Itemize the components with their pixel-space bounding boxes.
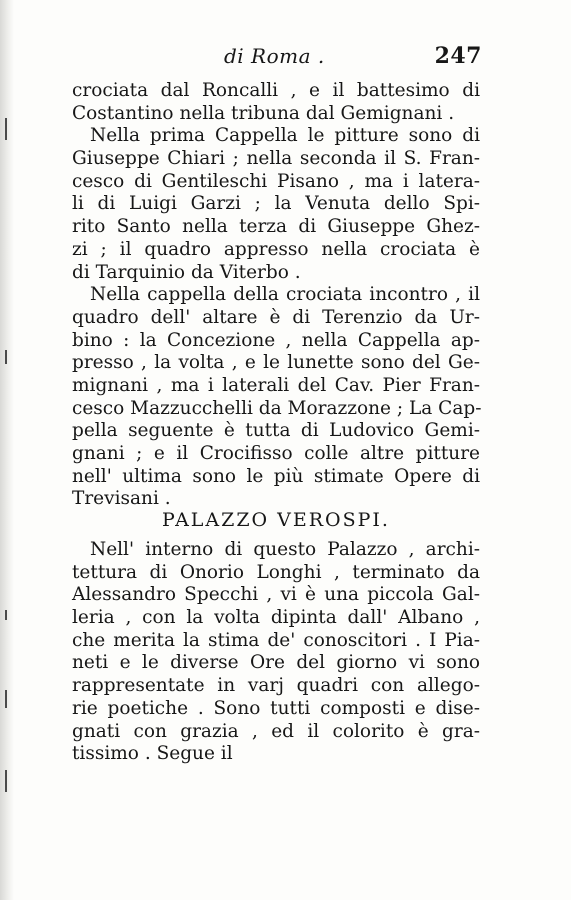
text-line: gnani ; e il Crocifisso colle altre pitture — [72, 443, 480, 464]
gutter-mark — [5, 118, 7, 140]
text-line: tissimo . Segue il — [72, 743, 233, 765]
text-line: rito Santo nella terza di Giuseppe Ghez- — [72, 216, 480, 238]
text-line: presso , la volta , e le lunette sono del Ge- — [72, 352, 480, 374]
text-line: rappresentate in varj quadri con allego- — [72, 675, 480, 697]
text-line: leria , con la volta dipinta dall' Albano , — [72, 607, 480, 629]
text-line: rie poetiche . Sono tutti composti e dise- — [72, 697, 480, 719]
page-number: 247 — [434, 43, 482, 69]
text-line: Costantino nella tribuna dal Gemignani . — [72, 102, 455, 124]
text-line: pella seguente è tutta di Ludovico Gemi- — [72, 420, 480, 442]
text-line: Nella prima Cappella le pitture sono di — [90, 125, 480, 147]
text-line: Nella cappella della crociata incontro , il — [90, 284, 480, 306]
gutter-mark — [5, 690, 7, 708]
binding-gutter — [0, 0, 14, 900]
text-line: Alessandro Specchi , vi è una piccola Gal- — [72, 584, 480, 606]
text-line: bino : la Concezione , nella Cappella ap- — [72, 329, 480, 351]
gutter-mark — [5, 770, 7, 792]
text-line: Nell' interno di questo Palazzo , archi- — [90, 539, 480, 560]
text-line: nell' ultima sono le più stimate Opere di — [72, 465, 480, 487]
text-line: li di Luigi Garzi ; la Venuta dello Spi- — [72, 193, 480, 215]
text-line: gnati con grazia , ed il colorito è gra- — [72, 720, 480, 742]
text-line: neti e le diverse Ore del giorno vi sono — [72, 652, 480, 674]
text-line: cesco di Gentileschi Pisano , ma i latera- — [72, 170, 480, 192]
text-line: che merita la stima de' conoscitori . I Pia- — [72, 629, 480, 651]
text-line: di Tarquinio da Viterbo . — [72, 261, 301, 283]
body-text — [72, 80, 480, 511]
text-line: zi ; il quadro appresso nella crociata è — [72, 238, 480, 260]
text-line: crociata dal Roncalli , e il battesimo di — [72, 80, 480, 101]
gutter-mark — [5, 610, 7, 620]
section-body-text — [72, 539, 480, 766]
text-line: mignani , ma i laterali del Cav. Pier Fran- — [72, 374, 480, 396]
text-line: Giuseppe Chiari ; nella seconda il S. Fran- — [72, 148, 480, 170]
running-head: di Roma . — [224, 44, 325, 68]
gutter-mark — [5, 350, 7, 364]
text-line: quadro dell' altare è di Terenzio da Ur- — [72, 306, 480, 328]
text-line: tettura di Onorio Longhi , terminato da — [72, 561, 480, 583]
text-line: Trevisani . — [72, 488, 171, 510]
section-heading: PALAZZO VEROSPI. — [162, 509, 390, 531]
page-header — [72, 44, 480, 76]
text-line: cesco Mazzucchelli da Morazzone ; La Cap- — [72, 397, 482, 419]
